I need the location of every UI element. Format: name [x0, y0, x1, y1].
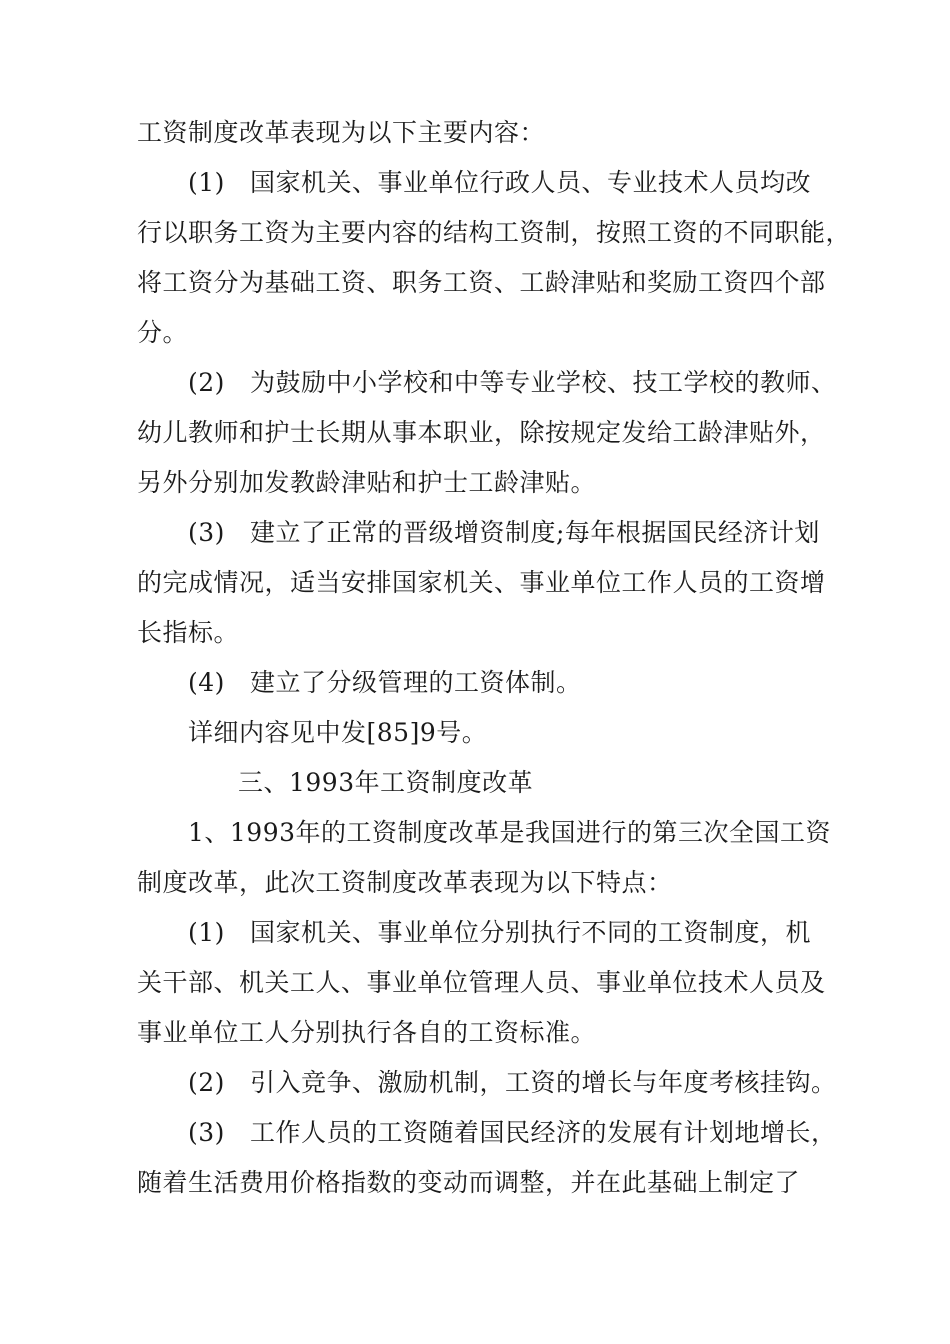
list-number: (4) — [188, 668, 225, 697]
paragraph-line: 详细内容见中发[85]9号。 — [188, 718, 488, 747]
paragraph-line: 事业单位工人分别执行各自的工资标准。 — [137, 1018, 597, 1047]
paragraph-line: 幼儿教师和护士长期从事本职业，除按规定发给工龄津贴外， — [137, 418, 826, 447]
paragraph-line: 关干部、机关工人、事业单位管理人员、事业单位技术人员及 — [137, 968, 826, 997]
list-item-text: 国家机关、事业单位行政人员、专业技术人员均改 — [250, 168, 812, 197]
list-number: (3) — [188, 518, 225, 547]
paragraph-line: 分。 — [137, 318, 189, 347]
list-number: (2) — [188, 368, 225, 397]
paragraph-line: 将工资分为基础工资、职务工资、工龄津贴和奖励工资四个部 — [137, 268, 826, 297]
list-item-line — [188, 518, 820, 548]
paragraph-line: 的完成情况，适当安排国家机关、事业单位工作人员的工资增 — [137, 568, 826, 597]
list-item-line — [188, 668, 582, 698]
paragraph-line: 行以职务工资为主要内容的结构工资制，按照工资的不同职能， — [137, 218, 852, 247]
list-item-text: 为鼓励中小学校和中等专业学校、技工学校的教师、 — [250, 368, 837, 397]
paragraph-line: 另外分别加发教龄津贴和护士工龄津贴。 — [137, 468, 597, 497]
list-item-text: 建立了正常的晋级增资制度;每年根据国民经济计划 — [250, 518, 820, 547]
list-item-line — [188, 1118, 837, 1148]
list-number: (3) — [188, 1118, 225, 1147]
paragraph-line: 随着生活费用价格指数的变动而调整，并在此基础上制定了 — [137, 1168, 801, 1197]
paragraph-line: 长指标。 — [137, 618, 240, 647]
list-item-line — [188, 168, 811, 198]
list-item-line — [188, 1068, 837, 1098]
paragraph-line: 工资制度改革表现为以下主要内容： — [137, 118, 546, 147]
list-item-text: 国家机关、事业单位分别执行不同的工资制度，机 — [250, 918, 812, 947]
section-heading: 三、1993年工资制度改革 — [238, 768, 534, 797]
list-item-line — [188, 368, 837, 398]
list-number: (1) — [188, 918, 225, 947]
list-item-text: 引入竞争、激励机制，工资的增长与年度考核挂钩。 — [250, 1068, 837, 1097]
list-item-line — [188, 918, 811, 948]
paragraph-line: 制度改革，此次工资制度改革表现为以下特点： — [137, 868, 673, 897]
paragraph-line: 1、1993年的工资制度改革是我国进行的第三次全国工资 — [188, 818, 832, 847]
list-item-text: 建立了分级管理的工资体制。 — [250, 668, 582, 697]
list-number: (2) — [188, 1068, 225, 1097]
list-item-text: 工作人员的工资随着国民经济的发展有计划地增长， — [250, 1118, 837, 1147]
list-number: (1) — [188, 168, 225, 197]
